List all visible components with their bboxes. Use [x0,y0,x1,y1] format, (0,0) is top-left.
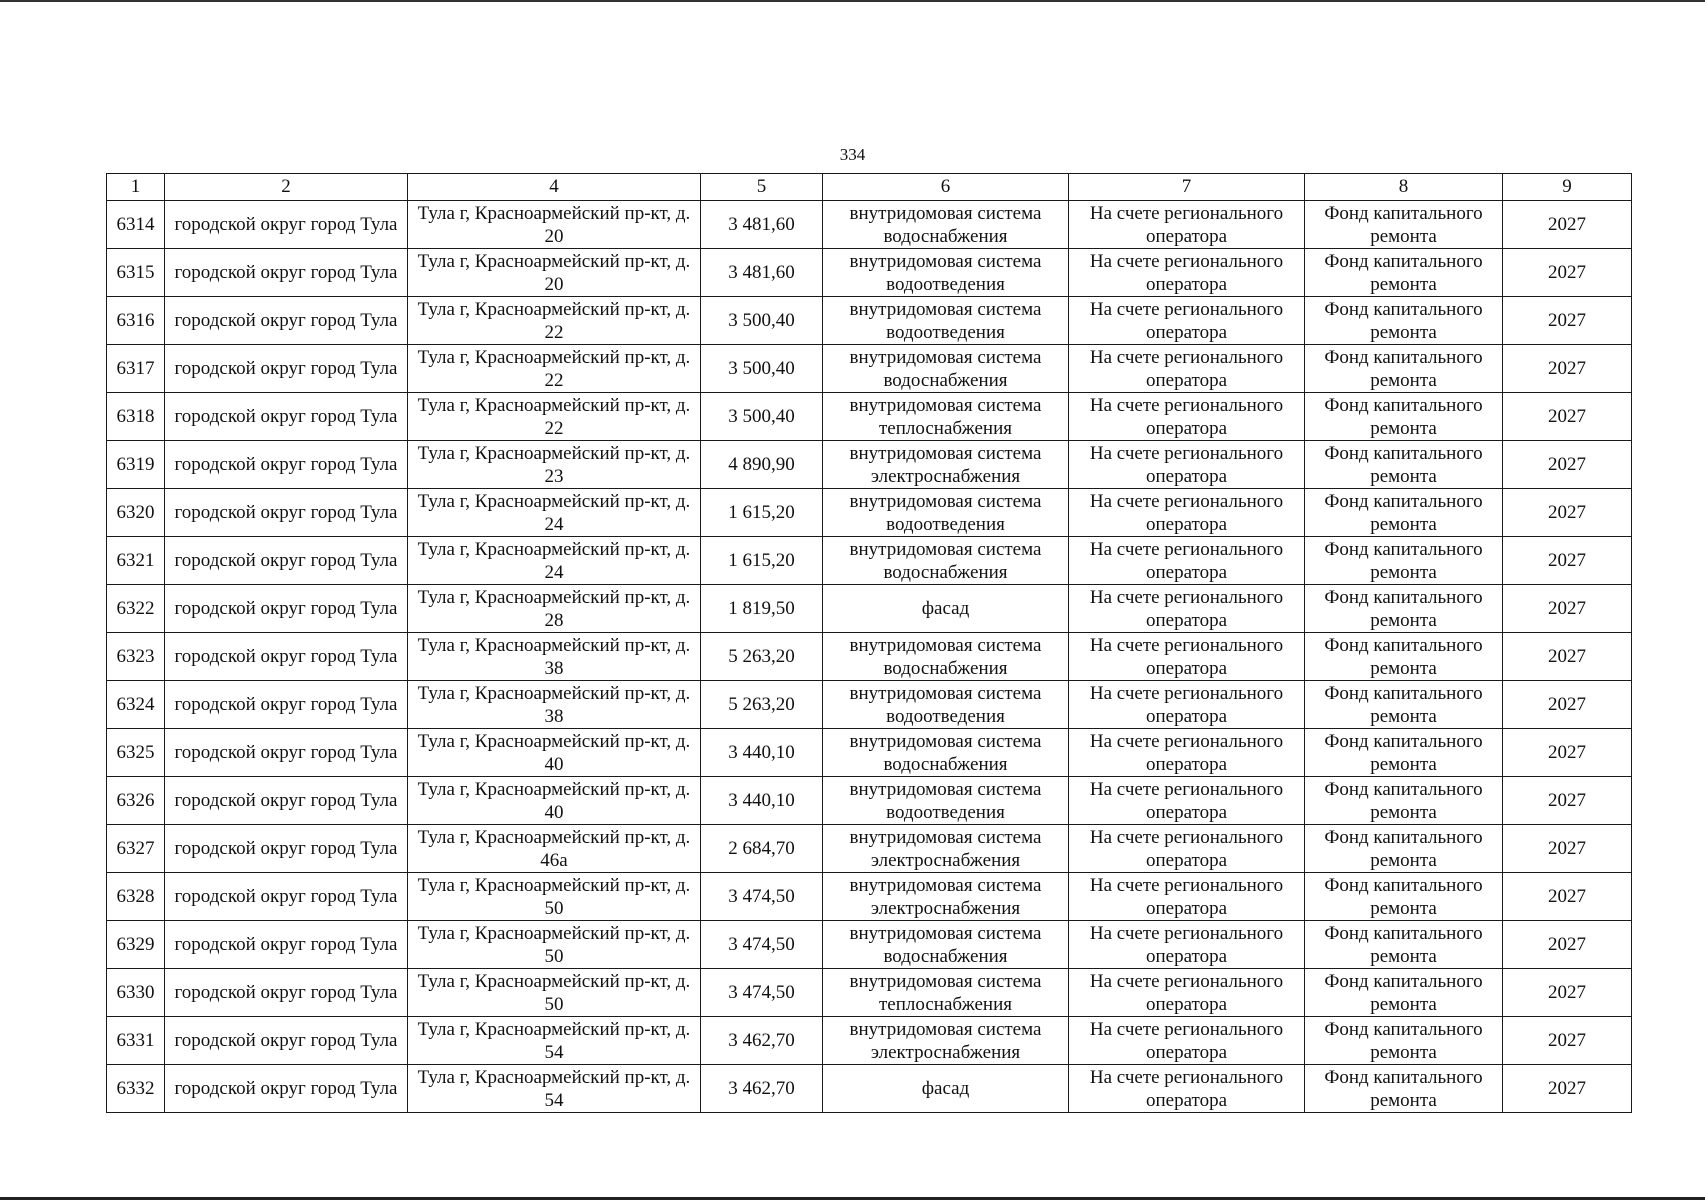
municipality-cell: городской округ город Тула [165,681,408,729]
table-row [107,489,1632,537]
area-cell: 3 440,10 [701,777,823,825]
year-cell: 2027 [1503,873,1632,921]
row-number-cell: 6314 [107,201,165,249]
account-cell: На счете регионального оператора [1069,921,1305,969]
row-number-cell: 6319 [107,441,165,489]
table-row [107,873,1632,921]
row-number-cell: 6317 [107,345,165,393]
table-row [107,345,1632,393]
source-cell: Фонд капитального ремонта [1305,345,1503,393]
account-cell: На счете регионального оператора [1069,249,1305,297]
area-cell: 3 474,50 [701,969,823,1017]
work-type-cell: внутридомовая система водоотведения [823,489,1069,537]
account-cell: На счете регионального оператора [1069,1065,1305,1113]
work-type-cell: внутридомовая система водоснабжения [823,537,1069,585]
address-cell: Тула г, Красноармейский пр-кт, д. 50 [408,921,701,969]
year-cell: 2027 [1503,489,1632,537]
header-col-5: 5 [701,174,823,201]
table-row [107,681,1632,729]
municipality-cell: городской округ город Тула [165,537,408,585]
work-type-cell: внутридомовая система водоснабжения [823,201,1069,249]
year-cell: 2027 [1503,633,1632,681]
area-cell: 1 615,20 [701,537,823,585]
address-cell: Тула г, Красноармейский пр-кт, д. 54 [408,1065,701,1113]
municipality-cell: городской округ город Тула [165,345,408,393]
area-cell: 1 819,50 [701,585,823,633]
work-type-cell: внутридомовая система водоснабжения [823,729,1069,777]
table-row [107,441,1632,489]
header-col-6: 6 [823,174,1069,201]
row-number-cell: 6331 [107,1017,165,1065]
address-cell: Тула г, Красноармейский пр-кт, д. 23 [408,441,701,489]
year-cell: 2027 [1503,345,1632,393]
source-cell: Фонд капитального ремонта [1305,633,1503,681]
address-cell: Тула г, Красноармейский пр-кт, д. 20 [408,249,701,297]
account-cell: На счете регионального оператора [1069,393,1305,441]
row-number-cell: 6329 [107,921,165,969]
account-cell: На счете регионального оператора [1069,489,1305,537]
address-cell: Тула г, Красноармейский пр-кт, д. 38 [408,681,701,729]
table-row [107,585,1632,633]
year-cell: 2027 [1503,537,1632,585]
header-col-2: 2 [165,174,408,201]
municipality-cell: городской округ город Тула [165,825,408,873]
header-col-9: 9 [1503,174,1632,201]
work-type-cell: внутридомовая система водоотведения [823,777,1069,825]
year-cell: 2027 [1503,297,1632,345]
work-type-cell: внутридомовая система электроснабжения [823,441,1069,489]
source-cell: Фонд капитального ремонта [1305,537,1503,585]
source-cell: Фонд капитального ремонта [1305,585,1503,633]
work-type-cell: внутридомовая система теплоснабжения [823,969,1069,1017]
address-cell: Тула г, Красноармейский пр-кт, д. 50 [408,969,701,1017]
source-cell: Фонд капитального ремонта [1305,441,1503,489]
table-row [107,393,1632,441]
header-col-1: 1 [107,174,165,201]
account-cell: На счете регионального оператора [1069,441,1305,489]
municipality-cell: городской округ город Тула [165,297,408,345]
work-type-cell: внутридомовая система водоснабжения [823,633,1069,681]
area-cell: 3 462,70 [701,1065,823,1113]
year-cell: 2027 [1503,681,1632,729]
table-row [107,1065,1632,1113]
account-cell: На счете регионального оператора [1069,1017,1305,1065]
year-cell: 2027 [1503,441,1632,489]
table-row [107,729,1632,777]
work-type-cell: фасад [823,585,1069,633]
row-number-cell: 6320 [107,489,165,537]
area-cell: 1 615,20 [701,489,823,537]
municipality-cell: городской округ город Тула [165,633,408,681]
table-row [107,777,1632,825]
municipality-cell: городской округ город Тула [165,249,408,297]
area-cell: 3 500,40 [701,297,823,345]
area-cell: 3 500,40 [701,393,823,441]
year-cell: 2027 [1503,729,1632,777]
municipality-cell: городской округ город Тула [165,729,408,777]
address-cell: Тула г, Красноармейский пр-кт, д. 20 [408,201,701,249]
row-number-cell: 6325 [107,729,165,777]
header-row [107,174,1632,201]
source-cell: Фонд капитального ремонта [1305,921,1503,969]
header-col-7: 7 [1069,174,1305,201]
source-cell: Фонд капитального ремонта [1305,825,1503,873]
work-type-cell: фасад [823,1065,1069,1113]
area-cell: 5 263,20 [701,633,823,681]
account-cell: На счете регионального оператора [1069,729,1305,777]
municipality-cell: городской округ город Тула [165,1017,408,1065]
table-row [107,633,1632,681]
municipality-cell: городской округ город Тула [165,489,408,537]
table-row [107,201,1632,249]
address-cell: Тула г, Красноармейский пр-кт, д. 22 [408,345,701,393]
row-number-cell: 6327 [107,825,165,873]
row-number-cell: 6321 [107,537,165,585]
area-cell: 3 481,60 [701,201,823,249]
account-cell: На счете регионального оператора [1069,873,1305,921]
work-type-cell: внутридомовая система электроснабжения [823,1017,1069,1065]
row-number-cell: 6316 [107,297,165,345]
top-page-edge-rule [0,0,1705,2]
account-cell: На счете регионального оператора [1069,825,1305,873]
municipality-cell: городской округ город Тула [165,585,408,633]
municipality-cell: городской округ город Тула [165,441,408,489]
account-cell: На счете регионального оператора [1069,681,1305,729]
row-number-cell: 6332 [107,1065,165,1113]
table-row [107,921,1632,969]
municipality-cell: городской округ город Тула [165,969,408,1017]
table-body [107,201,1632,1113]
row-number-cell: 6326 [107,777,165,825]
account-cell: На счете регионального оператора [1069,537,1305,585]
year-cell: 2027 [1503,249,1632,297]
area-cell: 2 684,70 [701,825,823,873]
work-type-cell: внутридомовая система водоотведения [823,249,1069,297]
source-cell: Фонд капитального ремонта [1305,777,1503,825]
area-cell: 3 500,40 [701,345,823,393]
year-cell: 2027 [1503,921,1632,969]
work-type-cell: внутридомовая система теплоснабжения [823,393,1069,441]
year-cell: 2027 [1503,969,1632,1017]
registry-table [106,173,1632,1113]
account-cell: На счете регионального оператора [1069,297,1305,345]
area-cell: 3 481,60 [701,249,823,297]
address-cell: Тула г, Красноармейский пр-кт, д. 40 [408,777,701,825]
area-cell: 4 890,90 [701,441,823,489]
address-cell: Тула г, Красноармейский пр-кт, д. 22 [408,393,701,441]
address-cell: Тула г, Красноармейский пр-кт, д. 40 [408,729,701,777]
area-cell: 3 462,70 [701,1017,823,1065]
address-cell: Тула г, Красноармейский пр-кт, д. 50 [408,873,701,921]
row-number-cell: 6328 [107,873,165,921]
work-type-cell: внутридомовая система водоотведения [823,297,1069,345]
source-cell: Фонд капитального ремонта [1305,1017,1503,1065]
source-cell: Фонд капитального ремонта [1305,729,1503,777]
header-col-4: 4 [408,174,701,201]
address-cell: Тула г, Красноармейский пр-кт, д. 54 [408,1017,701,1065]
year-cell: 2027 [1503,585,1632,633]
area-cell: 5 263,20 [701,681,823,729]
row-number-cell: 6322 [107,585,165,633]
work-type-cell: внутридомовая система водоотведения [823,681,1069,729]
source-cell: Фонд капитального ремонта [1305,201,1503,249]
address-cell: Тула г, Красноармейский пр-кт, д. 24 [408,537,701,585]
account-cell: На счете регионального оператора [1069,585,1305,633]
area-cell: 3 474,50 [701,921,823,969]
table-row [107,1017,1632,1065]
source-cell: Фонд капитального ремонта [1305,297,1503,345]
municipality-cell: городской округ город Тула [165,777,408,825]
account-cell: На счете регионального оператора [1069,777,1305,825]
source-cell: Фонд капитального ремонта [1305,1065,1503,1113]
year-cell: 2027 [1503,393,1632,441]
municipality-cell: городской округ город Тула [165,201,408,249]
row-number-cell: 6315 [107,249,165,297]
address-cell: Тула г, Красноармейский пр-кт, д. 28 [408,585,701,633]
table-row [107,825,1632,873]
header-col-8: 8 [1305,174,1503,201]
work-type-cell: внутридомовая система водоснабжения [823,345,1069,393]
row-number-cell: 6323 [107,633,165,681]
address-cell: Тула г, Красноармейский пр-кт, д. 24 [408,489,701,537]
address-cell: Тула г, Красноармейский пр-кт, д. 46а [408,825,701,873]
work-type-cell: внутридомовая система водоснабжения [823,921,1069,969]
account-cell: На счете регионального оператора [1069,969,1305,1017]
year-cell: 2027 [1503,1017,1632,1065]
year-cell: 2027 [1503,825,1632,873]
source-cell: Фонд капитального ремонта [1305,393,1503,441]
table-row [107,537,1632,585]
area-cell: 3 474,50 [701,873,823,921]
source-cell: Фонд капитального ремонта [1305,873,1503,921]
table-row [107,969,1632,1017]
municipality-cell: городской округ город Тула [165,921,408,969]
page-number: 334 [839,145,866,164]
source-cell: Фонд капитального ремонта [1305,969,1503,1017]
year-cell: 2027 [1503,1065,1632,1113]
work-type-cell: внутридомовая система электроснабжения [823,825,1069,873]
row-number-cell: 6330 [107,969,165,1017]
address-cell: Тула г, Красноармейский пр-кт, д. 38 [408,633,701,681]
work-type-cell: внутридомовая система электроснабжения [823,873,1069,921]
source-cell: Фонд капитального ремонта [1305,681,1503,729]
account-cell: На счете регионального оператора [1069,345,1305,393]
year-cell: 2027 [1503,201,1632,249]
address-cell: Тула г, Красноармейский пр-кт, д. 22 [408,297,701,345]
year-cell: 2027 [1503,777,1632,825]
account-cell: На счете регионального оператора [1069,201,1305,249]
row-number-cell: 6324 [107,681,165,729]
account-cell: На счете регионального оператора [1069,633,1305,681]
municipality-cell: городской округ город Тула [165,393,408,441]
municipality-cell: городской округ город Тула [165,873,408,921]
row-number-cell: 6318 [107,393,165,441]
municipality-cell: городской округ город Тула [165,1065,408,1113]
table-row [107,249,1632,297]
source-cell: Фонд капитального ремонта [1305,489,1503,537]
table-header [107,174,1632,201]
area-cell: 3 440,10 [701,729,823,777]
table-row [107,297,1632,345]
source-cell: Фонд капитального ремонта [1305,249,1503,297]
